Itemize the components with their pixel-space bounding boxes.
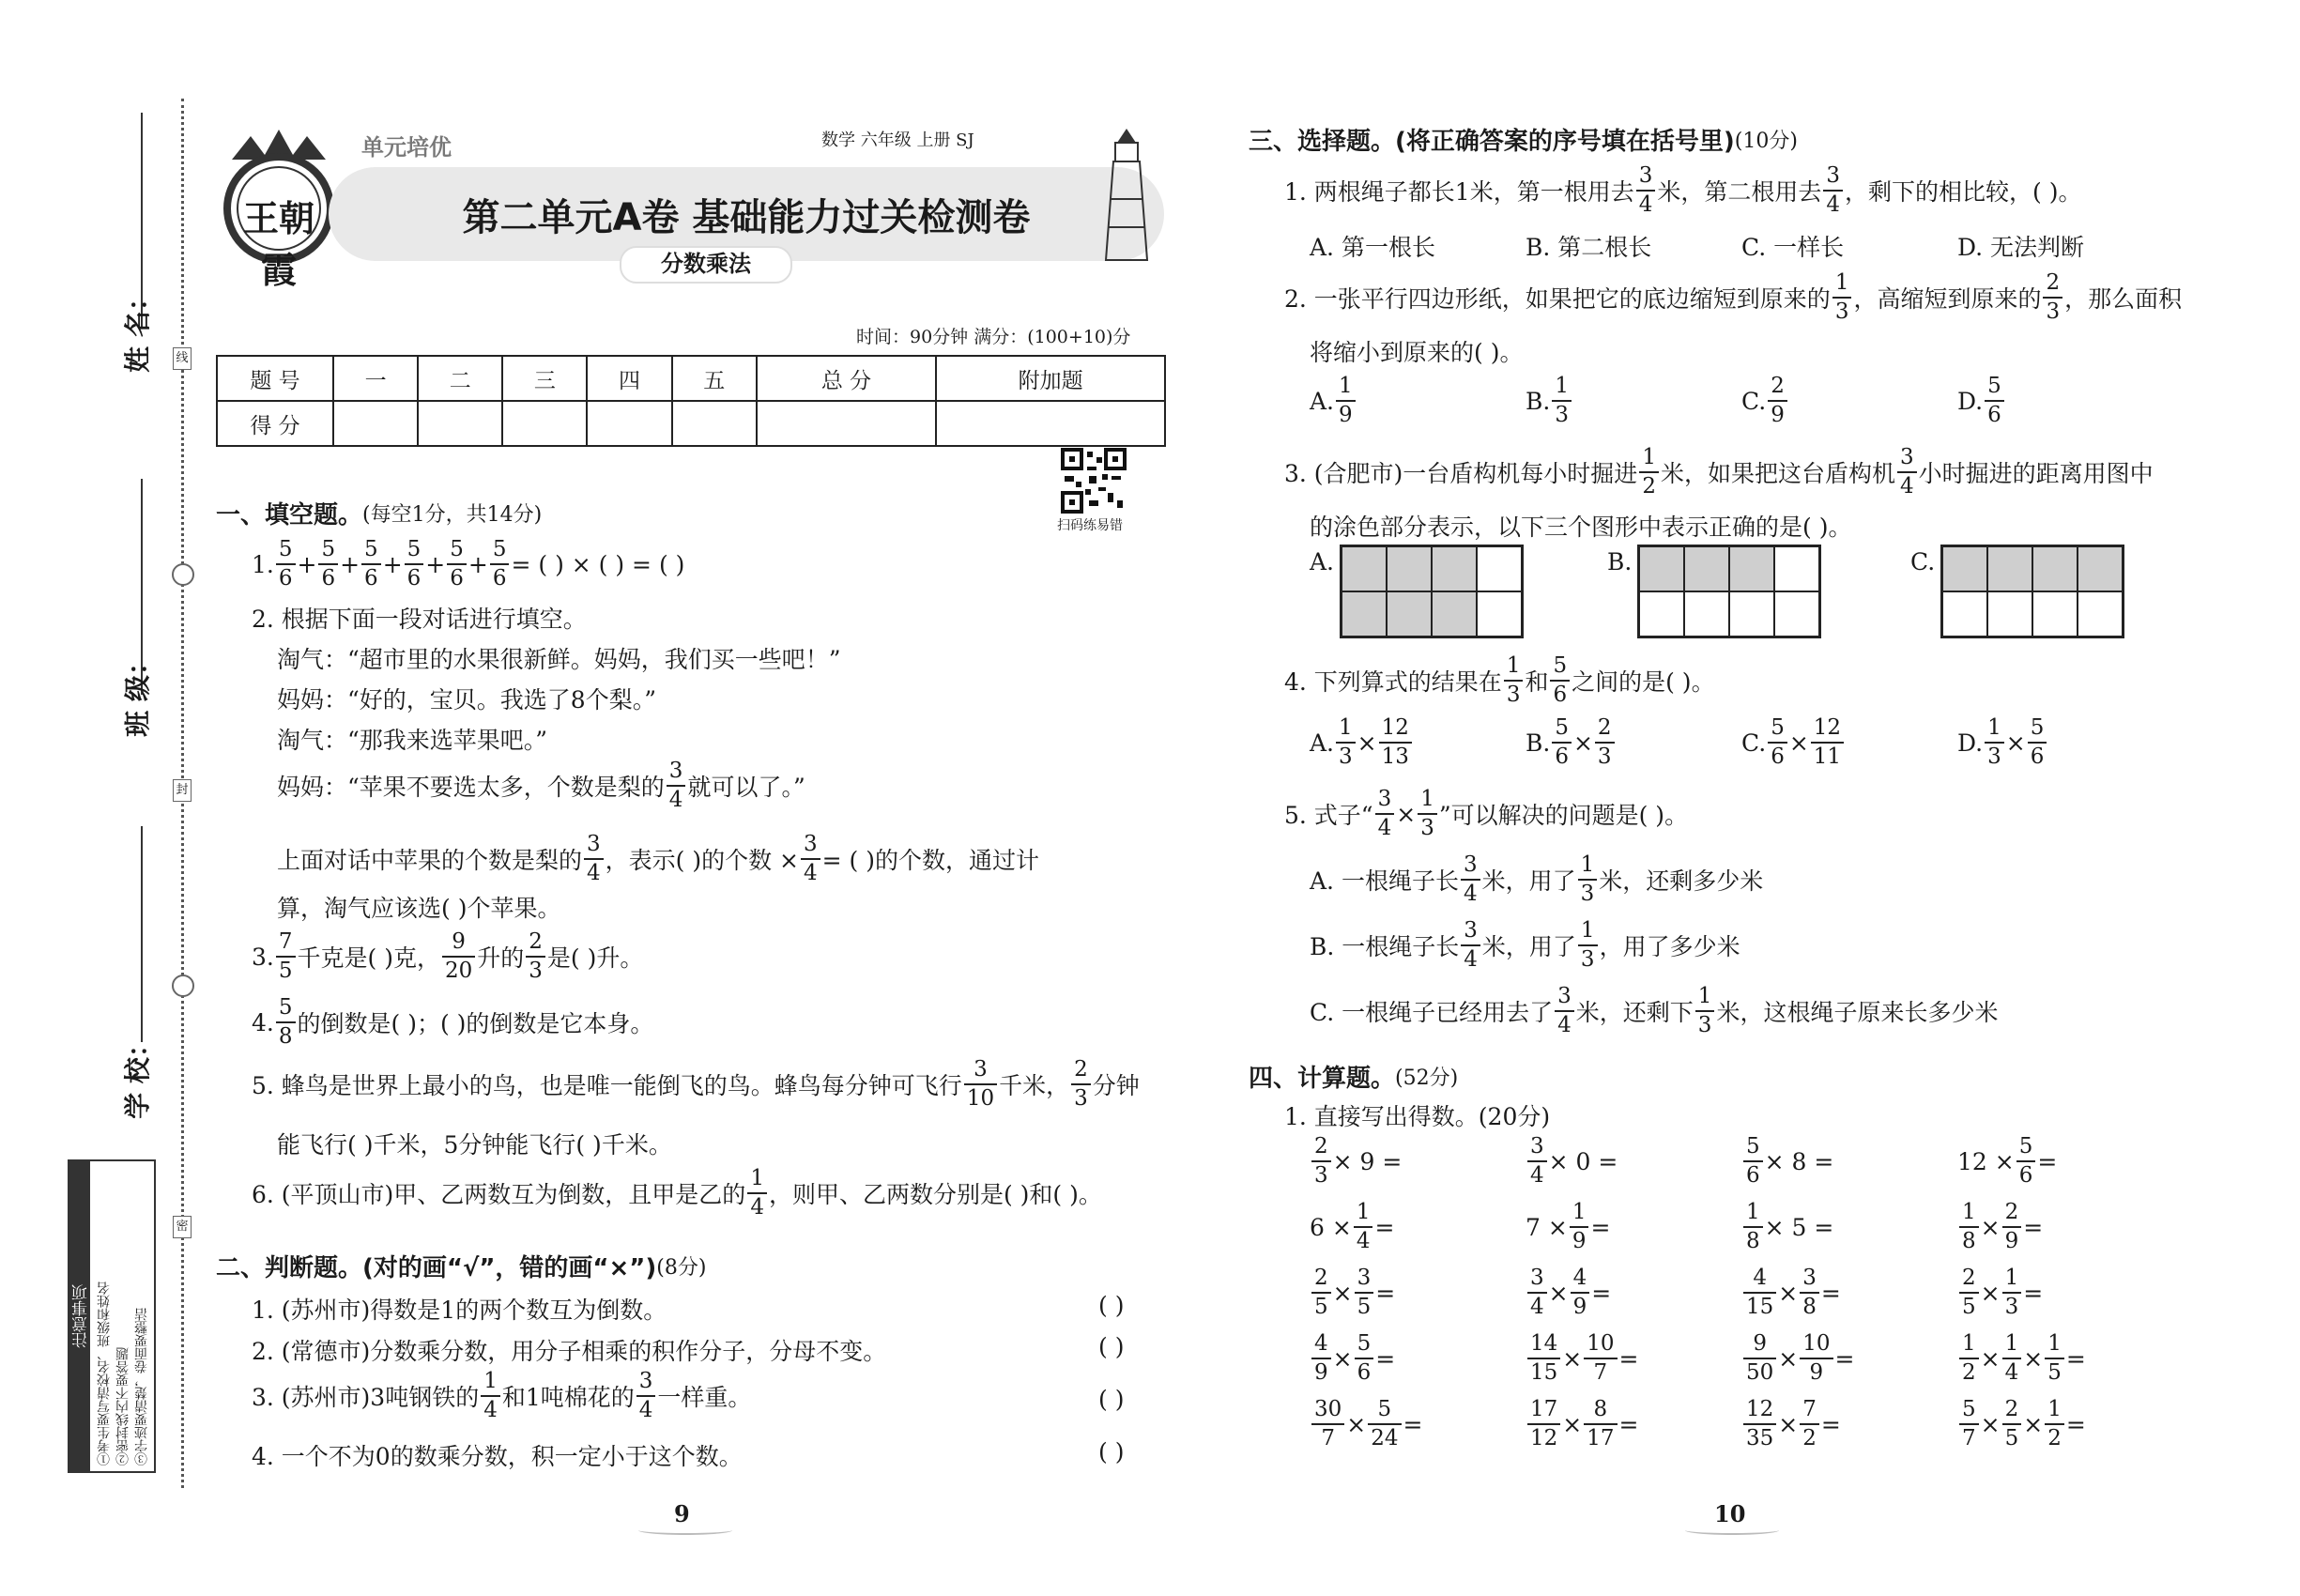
answer-blanks[interactable]: = ( ) × ( ) = ( ) (511, 550, 685, 578)
score-header-cell: 一 (333, 356, 418, 401)
fraction: $\frac{1}{3}$ (1336, 717, 1356, 768)
question-text: 1. 直接写出得数。(20分) (1284, 1103, 1551, 1130)
cut-mark-xian: 线 (173, 347, 192, 370)
cut-mark-mi: 密 (173, 1216, 192, 1238)
option-c[interactable]: C. (1741, 387, 1767, 415)
question-text: 和 (1525, 668, 1549, 696)
section4-title: 四、计算题。 (1249, 1065, 1396, 1093)
option-text: 米，还剩多少米 (1599, 867, 1764, 895)
section3-title: 三、选择题。(将正确答案的序号填在括号里) (1249, 128, 1735, 156)
judge-answer-blank[interactable]: ( ) (1098, 1292, 1125, 1319)
question-text[interactable]: 之间的是( )。 (1572, 668, 1715, 696)
fraction: 1 3 (1578, 854, 1598, 905)
page-number: 9 (674, 1500, 690, 1527)
option-b[interactable]: B. (1526, 387, 1551, 415)
grid-figure-b[interactable] (1637, 545, 1821, 638)
question-text[interactable]: 的涂色部分表示，以下三个图形中表示正确的是( )。 (1310, 514, 1852, 541)
option-b[interactable]: B. (1526, 729, 1551, 757)
option-c[interactable]: C. (1741, 729, 1767, 757)
fraction: 3 4 (667, 760, 686, 811)
notice-box (68, 1159, 156, 1473)
notice-item: ②密封线内不要答题 (115, 1347, 130, 1466)
fraction: $\frac{12}{13}$ (1379, 717, 1412, 768)
question-text[interactable]: 算，淘气应该选( )个苹果。 (277, 895, 561, 922)
option-text: 米，用了 (1481, 933, 1576, 960)
option-d[interactable]: D. 无法判断 (1957, 234, 2085, 261)
fraction: 5 8 (276, 997, 296, 1048)
school-line (141, 826, 143, 1042)
judge-answer-blank[interactable]: ( ) (1098, 1438, 1125, 1466)
judge-answer-blank[interactable]: ( ) (1098, 1386, 1125, 1413)
score-header-cell: 附加题 (936, 356, 1165, 401)
judge-answer-blank[interactable]: ( ) (1098, 1333, 1125, 1360)
dialogue-line: 妈妈：“好的，宝贝。我选了8个梨。” (277, 686, 656, 714)
fraction: $\frac{12}{11}$ (1811, 717, 1844, 768)
score-header-cell: 二 (418, 356, 502, 401)
binding-hole-icon (172, 563, 194, 586)
subtitle-pill (620, 246, 792, 284)
score-header-cell: 三 (502, 356, 587, 401)
class-label: 班 级： (121, 649, 153, 737)
section2-title: 二、判断题。(对的画“√”，错的画“×”) (216, 1254, 657, 1282)
fraction: $\frac{5}{6}$ (1768, 717, 1787, 768)
fraction: 5 6 (1550, 655, 1570, 706)
fraction: $\frac{3}{4}$ (1375, 789, 1395, 839)
question-text: 6. (平顶山市)甲、乙两数互为倒数，且甲是乙的 (252, 1181, 746, 1208)
option-a[interactable]: A. (1310, 729, 1335, 757)
time-info: 时间：90分钟 满分：(100+10)分 (856, 327, 1131, 347)
fraction: 1 3 (1832, 272, 1852, 323)
school-label: 学 校： (121, 1031, 153, 1119)
fraction: $\frac{1}{3}$ (1418, 789, 1437, 839)
q-number: 1. (252, 550, 274, 578)
question-text[interactable]: 将缩小到原来的( )。 (1310, 339, 1524, 366)
question-text: 5. 式子“ (1284, 802, 1373, 829)
calc-item[interactable]: $\frac{4}{9}$ × $\frac{5}{6}$ = (1310, 1333, 1395, 1384)
question-text: 2. 根据下面一段对话进行填空。 (252, 606, 587, 633)
fraction: 9 20 (442, 931, 475, 982)
binding-hole-icon (172, 974, 194, 997)
question-text: 米，第二根用去 (1657, 178, 1822, 206)
fraction: 3 4 (1461, 854, 1480, 905)
fraction: 1 3 (1578, 920, 1598, 971)
fraction: $\frac{5}{6}$ (318, 539, 338, 590)
fraction: 2 3 (1071, 1059, 1091, 1110)
fraction: 2 3 (526, 931, 545, 982)
option-text: 米，还剩下 (1575, 999, 1694, 1026)
page-ornament (638, 1526, 732, 1535)
notice-item: ③字迹要清楚，卷面要整洁 (134, 1308, 149, 1466)
dialogue-line: 淘气：“超市里的水果很新鲜。妈妈，我们买一些吧！” (277, 646, 841, 673)
score-cell[interactable] (587, 401, 671, 446)
question-text[interactable]: = ( )的个数，通过计 (821, 847, 1040, 874)
question-text: ，高缩短到原来的 (1853, 285, 2042, 313)
calc-item[interactable]: $\frac{9}{50}$ × $\frac{10}{9}$ = (1741, 1333, 1854, 1384)
q-number: 3. (252, 943, 274, 971)
score-header-cell: 总 分 (757, 356, 936, 401)
question-text: 5. 蜂鸟是世界上最小的鸟，也是唯一能倒飞的鸟。蜂鸟每分钟可飞行 (252, 1072, 962, 1099)
judge-item: 3. (苏州市)3吨钢铁的 (252, 1384, 480, 1411)
option-d[interactable]: D. (1957, 729, 1984, 757)
notice-item: ①考生要写清校名、班级和姓名 (97, 1281, 112, 1466)
question-text[interactable]: 能飞行( )千米，5分钟能飞行( )千米。 (277, 1131, 672, 1159)
fraction: 2 9 (1768, 376, 1787, 426)
fraction: 3 4 (1823, 165, 1843, 216)
logo-text: 王朝霞 (242, 197, 314, 291)
calc-item[interactable]: $\frac{2}{3}$ × 9 = (1310, 1136, 1402, 1187)
fraction: 1 3 (1552, 376, 1572, 426)
question-text: 升的 (477, 944, 525, 972)
judge-item: 2. (常德市)分数乘分数，用分子相乘的积作分子，分母不变。 (252, 1338, 887, 1365)
question-text[interactable]: 千克是( )克， (297, 944, 440, 972)
question-text[interactable]: ”可以解决的问题是( )。 (1438, 802, 1689, 829)
calc-item[interactable]: $\frac{3}{4}$ × 0 = (1526, 1136, 1618, 1187)
fraction: $\frac{5}{6}$ (361, 539, 381, 590)
calc-item[interactable]: $\frac{1}{2}$ × $\frac{1}{4}$ × $\frac{1}{5}$ = (1957, 1333, 2086, 1384)
lighthouse-icon (1080, 124, 1173, 265)
score-cell[interactable] (418, 401, 502, 446)
fraction: 3 4 (636, 1371, 656, 1421)
option-a[interactable]: A. (1310, 387, 1335, 415)
calc-item[interactable]: $\frac{3}{4}$ × $\frac{4}{9}$ = (1526, 1267, 1611, 1318)
question-text: 千米， (999, 1072, 1070, 1099)
question-text[interactable]: ，剩下的相比较，( )。 (1845, 178, 2082, 206)
score-cell[interactable] (672, 401, 757, 446)
score-row-label: 得 分 (217, 401, 333, 446)
calc-item[interactable]: $\frac{1}{8}$ × 5 = (1741, 1202, 1833, 1252)
calc-item[interactable]: $\frac{4}{15}$ × $\frac{3}{8}$ = (1741, 1267, 1841, 1318)
option-c[interactable]: C. 一样长 (1741, 234, 1845, 261)
option-c[interactable]: C. (1910, 548, 1936, 575)
option-a[interactable]: A. 第一根长 (1310, 234, 1435, 261)
subtitle: 分数乘法 (661, 251, 751, 277)
section4-note: (52分) (1395, 1067, 1459, 1090)
fraction: $\frac{2}{3}$ (1595, 717, 1615, 768)
judge-item: 一样重。 (657, 1384, 752, 1411)
question-text: 2. 一张平行四边形纸，如果把它的底边缩短到原来的 (1284, 285, 1831, 313)
fraction: $\frac{5}{6}$ (2028, 717, 2047, 768)
grid-figure-c[interactable] (1940, 545, 2124, 638)
fraction: $\frac{5}{6}$ (1552, 717, 1572, 768)
fraction: 1 3 (1504, 655, 1524, 706)
section3-note: (10分) (1734, 130, 1798, 153)
question-text[interactable]: 的倒数是( )；( )的倒数是它本身。 (297, 1010, 654, 1037)
calc-item[interactable]: $\frac{14}{15}$ × $\frac{10}{7}$ = (1526, 1333, 1638, 1384)
fraction: 3 4 (1461, 920, 1480, 971)
series-band (338, 129, 1183, 161)
fraction: 5 6 (1985, 376, 2004, 426)
calc-item[interactable]: 7 × $\frac{1}{9}$ = (1526, 1200, 1611, 1253)
fraction: 7 5 (276, 931, 296, 982)
score-header-cell: 五 (672, 356, 757, 401)
fraction: 1 4 (747, 1168, 767, 1219)
question-text: 上面对话中苹果的个数是梨的 (277, 847, 583, 874)
question-text: 米，如果把这台盾构机 (1660, 460, 1895, 487)
calc-item[interactable]: $\frac{30}{7}$ × $\frac{5}{24}$ = (1310, 1399, 1422, 1450)
fraction: $\frac{5}{6}$ (447, 539, 467, 590)
question-text: 3. (合肥市)一台盾构机每小时掘进 (1284, 460, 1638, 487)
series-label: 单元培优 (361, 134, 452, 161)
qr-code-icon (1061, 448, 1127, 514)
score-cell[interactable] (936, 401, 1165, 446)
dialogue-line: 就可以了。” (687, 774, 805, 801)
score-table (216, 355, 1166, 447)
calc-item[interactable]: 12 × $\frac{5}{6}$ = (1957, 1134, 2058, 1188)
page-ornament (1685, 1526, 1779, 1535)
option-b[interactable]: B. (1607, 548, 1633, 575)
cut-mark-feng: 封 (173, 779, 192, 802)
option-d[interactable]: D. (1957, 387, 1984, 415)
calc-item[interactable]: $\frac{17}{12}$ × $\frac{8}{17}$ = (1526, 1399, 1638, 1450)
option-a[interactable]: A. 一根绳子长 (1310, 867, 1459, 895)
fraction: 5 6 (276, 539, 296, 590)
qr-caption: 扫码练易错 (1057, 518, 1123, 533)
calc-item[interactable]: $\frac{1}{8}$ × $\frac{2}{9}$ = (1957, 1202, 2043, 1252)
calc-item[interactable]: $\frac{2}{5}$ × $\frac{3}{5}$ = (1310, 1267, 1395, 1318)
option-c[interactable]: C. 一根绳子已经用去了 (1310, 999, 1554, 1026)
judge-item: 4. 一个不为0的数乘分数，积一定小于这个数。 (252, 1443, 743, 1470)
option-a[interactable]: A. (1310, 548, 1335, 575)
fraction: 3 4 (1636, 165, 1656, 216)
page-title: 第二单元A卷 基础能力过关检测卷 (462, 196, 1031, 239)
judge-item: 1. (苏州市)得数是1的两个数互为倒数。 (252, 1297, 667, 1324)
dialogue-line: 妈妈：“苹果不要选太多，个数是梨的 (277, 774, 665, 801)
section2-note: (8分) (656, 1256, 707, 1280)
q-number: 4. (252, 1008, 274, 1036)
fraction: 1 4 (481, 1371, 500, 1421)
question-text: 分钟 (1092, 1072, 1140, 1099)
notice-title: 注意事项 (69, 1161, 90, 1471)
page-number: 10 (1714, 1500, 1746, 1527)
option-text: ，用了多少米 (1599, 933, 1740, 960)
fraction: 1 2 (1639, 447, 1659, 498)
name-label: 姓 名： (121, 284, 153, 373)
fraction: 3 4 (584, 834, 604, 884)
question-text: 4. 下列算式的结果在 (1284, 668, 1502, 696)
question-text: 小时掘进的距离用图中 (1918, 460, 2154, 487)
option-b[interactable]: B. 一根绳子长 (1310, 933, 1460, 960)
question-text: 1. 两根绳子都长1米，第一根用去 (1284, 178, 1634, 206)
question-text[interactable]: ，则甲、乙两数分别是( )和( )。 (768, 1181, 1102, 1208)
question-text[interactable]: 是( )升。 (546, 944, 644, 972)
score-header-cell: 题 号 (217, 356, 333, 401)
question-text[interactable]: ，表示( )的个数 × (605, 847, 800, 874)
score-header-cell: 四 (587, 356, 671, 401)
fraction: $\frac{5}{6}$ (405, 539, 424, 590)
fraction: $\frac{1}{3}$ (1985, 717, 2004, 768)
fraction: 3 4 (1897, 447, 1917, 498)
fraction: $\frac{3}{4}$ (801, 834, 820, 884)
fraction: 1 9 (1336, 376, 1356, 426)
fraction: $\frac{5}{6}$ (490, 539, 510, 590)
option-b[interactable]: B. 第二根长 (1526, 234, 1652, 261)
fraction: 3 10 (964, 1059, 997, 1110)
dialogue-line: 淘气：“那我来选苹果吧。” (277, 727, 548, 754)
calc-item[interactable]: $\frac{12}{35}$ × $\frac{7}{2}$ = (1741, 1399, 1841, 1450)
score-cell[interactable] (333, 401, 418, 446)
fraction: 2 3 (2043, 272, 2062, 323)
score-cell[interactable] (757, 401, 936, 446)
fraction: 3 4 (1555, 986, 1574, 1036)
grid-figure-a[interactable] (1340, 545, 1524, 638)
subject-line: 数学 六年级 上册 SJ (821, 130, 974, 150)
score-cell[interactable] (502, 401, 587, 446)
judge-item: 和1吨棉花的 (501, 1384, 635, 1411)
section1-note: (每空1分，共14分) (362, 503, 543, 527)
option-text: 米，这根绳子原来长多少米 (1716, 999, 1999, 1026)
calc-item[interactable]: 6 × $\frac{1}{4}$ = (1310, 1200, 1395, 1253)
calc-item[interactable]: $\frac{5}{6}$ × 8 = (1741, 1136, 1833, 1187)
question-text: ，那么面积 (2064, 285, 2183, 313)
calc-item[interactable]: $\frac{5}{7}$ × $\frac{2}{5}$ × $\frac{1}{2}$ = (1957, 1399, 2086, 1450)
option-text: 米，用了 (1481, 867, 1576, 895)
calc-item[interactable]: $\frac{2}{5}$ × $\frac{1}{3}$ = (1957, 1267, 2043, 1318)
fraction: 1 3 (1695, 986, 1715, 1036)
section1-title: 一、填空题。 (216, 501, 363, 529)
